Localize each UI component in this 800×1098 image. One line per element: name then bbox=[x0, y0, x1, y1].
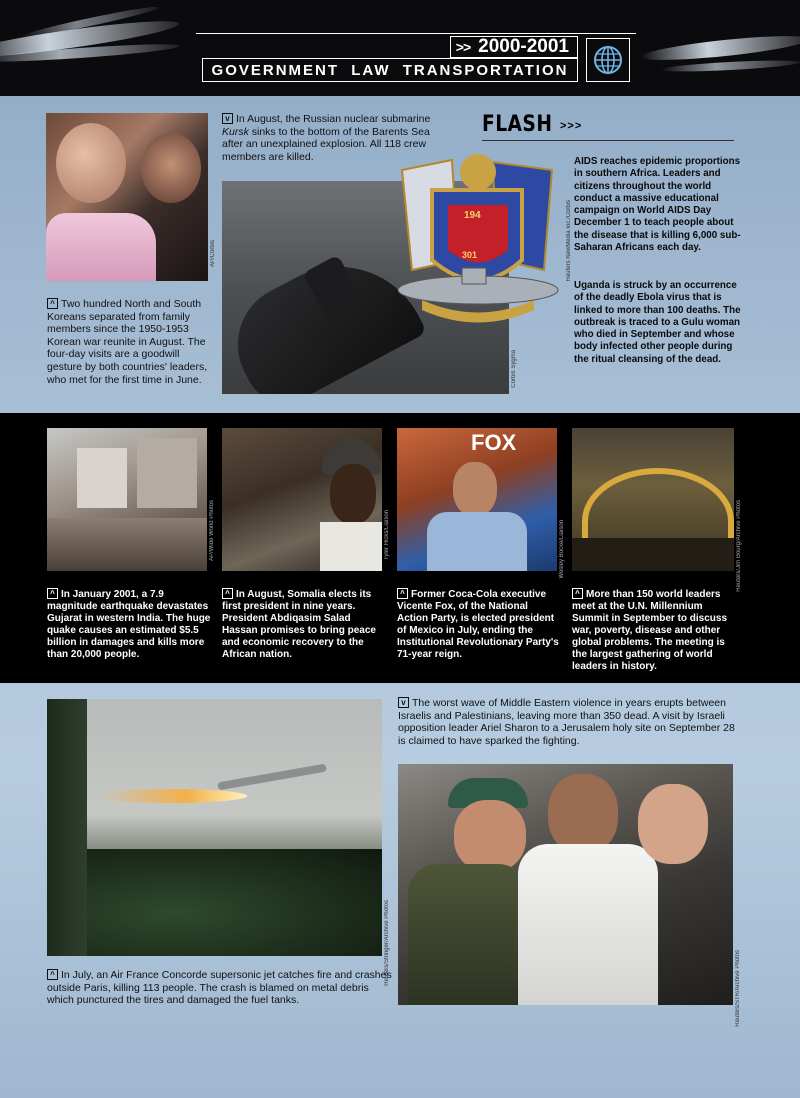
korea-caption-text: Two hundred North and South Koreans separated from family members since the 1950-1953 Korean war reunite in August. The four-day visits are a goodwill gesture by both countries' leaders, who met for the first time in June. bbox=[47, 298, 208, 386]
gujarat-caption bbox=[47, 588, 215, 661]
photo-figure bbox=[46, 213, 156, 281]
mideast-caption-text: The worst wave of Middle Eastern violence in years erupts between Israelis and Palestinians, leaving more than 350 dead. A visit by Israeli opposition leader Ariel Sharon to a Jerusalem holy site on September 28 is claimed to have sparked the fighting. bbox=[398, 697, 735, 747]
caption-arrow-icon: ^ bbox=[572, 588, 583, 599]
photo-jet bbox=[217, 764, 327, 791]
caption-arrow-icon: ^ bbox=[47, 298, 58, 309]
caption-arrow-icon: ^ bbox=[47, 969, 58, 980]
concorde-crash-photo bbox=[47, 699, 382, 956]
photo-figure bbox=[141, 133, 201, 203]
kursk-caption-text: sinks to the bottom of the Barents Sea after an unexplained explosion. All 118 crew members are killed. bbox=[222, 125, 430, 163]
kursk-emblem bbox=[392, 150, 564, 340]
photo-figure bbox=[427, 512, 527, 571]
fox-caption bbox=[397, 588, 561, 661]
photo-figure bbox=[518, 844, 658, 1005]
fox-caption-text: Former Coca-Cola executive Vicente Fox, of the National Action Party, is elected president of Mexico in July, ending the Institutional Revolutionary Party's 71-year reign. bbox=[397, 589, 559, 660]
un-caption bbox=[572, 588, 740, 673]
flash-item: AIDS reaches epidemic proportions in southern Africa. Leaders and citizens throughout the world conduct a massive educational campaign on World AIDS Day December 1 to teach people about the disease that is killing 6,000 sub-Saharan Africans each day. bbox=[574, 156, 741, 254]
emblem-number: 194 bbox=[464, 210, 481, 221]
photo-trees bbox=[87, 849, 382, 956]
concorde-caption-text: In July, an Air France Concorde supersonic jet catches fire and crashes outside Paris, killing 113 people. The crash is blamed on metal debris which punctured the tires and damaged the fuel tanks. bbox=[47, 969, 392, 1007]
photo-building bbox=[77, 448, 127, 508]
caption-arrow-icon: ^ bbox=[222, 588, 233, 599]
photo-credit: Reuters/Stringer/Archive Photos bbox=[384, 900, 390, 986]
un-summit-photo bbox=[572, 428, 734, 571]
photo-credit: AP/Corbis bbox=[210, 240, 216, 268]
mideast-violence-photo bbox=[398, 764, 733, 1005]
photo-fire-trail bbox=[97, 789, 247, 803]
photo-building bbox=[137, 438, 197, 508]
decorative-swoosh bbox=[660, 58, 800, 73]
photo-floor bbox=[572, 538, 734, 571]
photo-tree bbox=[47, 699, 87, 956]
somalia-caption bbox=[222, 588, 386, 661]
photo-credit: Reuters/STR/Archive Photos bbox=[735, 950, 741, 1027]
photo-credit: Wesley Bocxe/Liaison bbox=[559, 520, 565, 579]
flash-item: Uganda is struck by an occurrence of the deadly Ebola virus that is linked to more than 100 deaths. The outbreak is traced to a Gulu woman who died in September and whose body infected other people during the ritual cleansing of the dead. bbox=[574, 280, 741, 365]
category-label: GOVERNMENT LAW TRANSPORTATION bbox=[202, 58, 578, 82]
un-caption-text: More than 150 world leaders meet at the U.N. Millennium Summit in September to discuss war, poverty, disease and other global problems. The meeting is the largest gathering of world leaders in history. bbox=[572, 589, 728, 672]
somalia-president-photo bbox=[222, 428, 382, 571]
caption-arrow-icon: ^ bbox=[47, 588, 58, 599]
photo-figure bbox=[638, 784, 708, 864]
mideast-caption bbox=[398, 697, 738, 747]
caption-arrow-icon: ^ bbox=[397, 588, 408, 599]
kursk-caption-emphasis: Kursk bbox=[222, 125, 249, 138]
year-box bbox=[450, 36, 578, 58]
gujarat-earthquake-photo bbox=[47, 428, 207, 571]
flash-rule bbox=[482, 140, 734, 141]
caption-arrow-icon: v bbox=[398, 697, 409, 708]
photo-credit: Reuters NewMedia Inc./Corbis bbox=[566, 200, 572, 282]
photo-credit: Reuters/Jim Bourg/Archive Photos bbox=[736, 500, 742, 592]
emblem-graphic bbox=[392, 150, 564, 340]
flash-arrows: >>> bbox=[560, 120, 583, 132]
photo-figure bbox=[408, 864, 528, 1005]
globe-box bbox=[586, 38, 630, 82]
photo-figure bbox=[330, 464, 376, 524]
header-rule bbox=[196, 33, 636, 34]
vicente-fox-photo bbox=[397, 428, 557, 571]
year-arrows: >> bbox=[455, 39, 471, 55]
photo-figure bbox=[320, 522, 382, 571]
gujarat-caption-text: In January 2001, a 7.9 magnitude earthquake devastates Gujarat in western India. The huge quake causes an estimated $5.5 billion in damages and kills more than 20,000 people. bbox=[47, 589, 211, 660]
photo-credit: Tyler Hicks/Liaison bbox=[384, 510, 390, 561]
globe-icon bbox=[593, 45, 623, 75]
photo-rubble bbox=[47, 518, 207, 571]
korea-caption bbox=[47, 298, 212, 386]
korea-reunion-photo bbox=[46, 113, 208, 281]
kursk-caption-text: In August, the Russian nuclear submarine bbox=[236, 113, 431, 125]
photo-credit: Corbis Sygma bbox=[511, 350, 517, 388]
photo-figure bbox=[453, 462, 497, 516]
photo-credit: AP/Wide World Photos bbox=[209, 500, 215, 561]
photo-figure bbox=[548, 774, 618, 854]
photo-table bbox=[582, 468, 734, 544]
photo-banner-text: FOX bbox=[471, 430, 517, 455]
emblem-number: 301 bbox=[462, 250, 478, 260]
somalia-caption-text: In August, Somalia elects its first president in nine years. President Abdiqasim Salad Hassan promises to bring peace and economic recovery to the African nation. bbox=[222, 589, 376, 660]
year-label: 2000-2001 bbox=[478, 36, 569, 57]
concorde-caption bbox=[47, 969, 392, 1007]
caption-arrow-icon: v bbox=[222, 113, 233, 124]
photo-figure bbox=[56, 123, 126, 203]
flash-title: FLASH bbox=[482, 112, 553, 137]
photo-figure bbox=[454, 800, 526, 872]
